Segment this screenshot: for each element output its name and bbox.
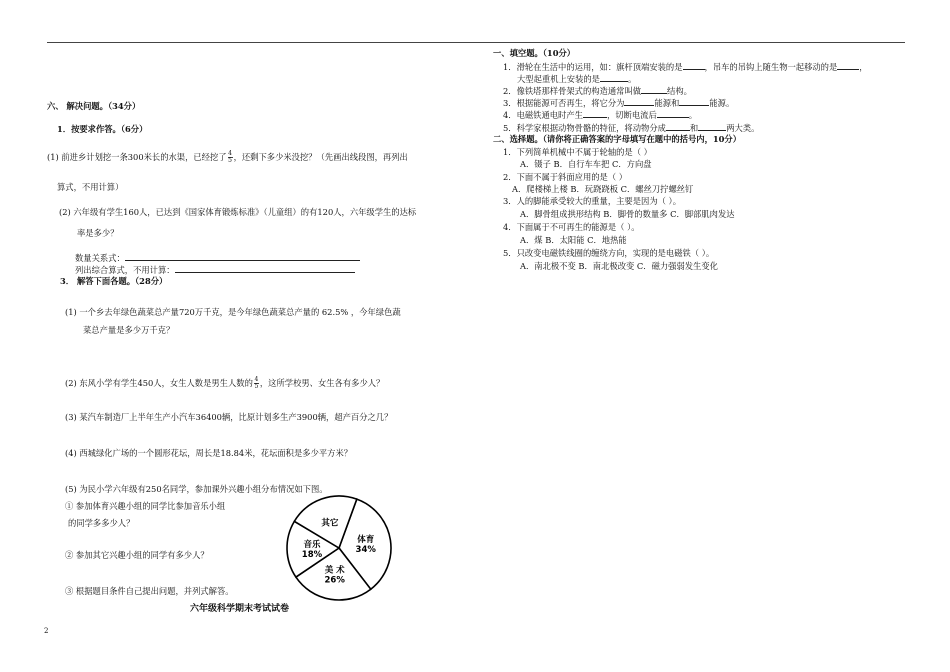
sub-question-5-part2: ② 参加其它兴趣小组的同学有多少人？: [65, 550, 209, 560]
interest-group-pie-chart: [283, 493, 395, 603]
sub-question-5-part1-line1: ① 参加体育兴趣小组的同学比参加音乐小组: [65, 501, 226, 511]
sub-question-5: (5) 为民小学六年级有250名同学，参加课外兴趣小组分布情况如下图。: [65, 484, 328, 494]
fill-question-1-line1: 1．滑轮在生活中的运用，如：旗杆顶端安装的是 ，吊车的吊钩上随生物一起移动的是 ，: [503, 62, 868, 72]
choice-question-1: 1．下列简单机械中不属于轮轴的是（ ）: [503, 147, 652, 157]
choice-question-2-options: A．爬楼梯上楼 B．玩跷跷板 C．螺丝刀拧螺丝钉: [512, 184, 694, 194]
pie-slice-label: 体育: [357, 534, 375, 545]
pie-slice-label: 美 术: [324, 565, 345, 576]
choice-section-heading: 二、选择题。（请你将正确答案的字母填写在题中的括号内，10分）: [493, 134, 742, 144]
choice-question-5: 5．只改变电磁铁线圈的缠绕方向，实现的是电磁铁（ ）。: [503, 248, 715, 258]
sub-question-5-part3: ③ 根据题目条件自己提出问题，并列式解答。: [65, 586, 234, 596]
fill-question-1-line2: 大型起重机上安装的是 。: [517, 74, 637, 84]
sub-question-4: (4) 西城绿化广场的一个圆形花坛，周长是18.84米，花坛面积是多少平方米？: [65, 448, 353, 458]
fill-blank-section-heading: 一、填空题。（10分）: [493, 48, 576, 58]
choice-question-1-options: A．镊子 B．自行车车把 C．方向盘: [520, 159, 652, 169]
sub-question-1-line2: 菜总产量是多少万千克？: [83, 325, 175, 335]
choice-question-2: 2．下面不属于斜面应用的是（ ）: [503, 172, 628, 182]
pie-slice-value: 26%: [324, 575, 345, 586]
pie-slice-value: 18%: [301, 549, 323, 560]
choice-question-4-options: A．煤 B．太阳能 C．地热能: [520, 235, 627, 245]
choice-question-3-options: A．脚骨组成拱形结构 B．脚骨的数量多 C．脚部肌肉发达: [520, 209, 735, 219]
sub-question-1-line1: (1) 一个乡去年绿色蔬菜总产量720万千克，是今年绿色蔬菜总产量的 62.5% ，今年绿色蔬: [65, 307, 401, 317]
header-rule: [47, 42, 905, 43]
choice-question-5-options: A．南北极不变 B．南北极改变 C．磁力强弱发生变化: [520, 261, 718, 271]
question-1-line2: 算式，不用计算）: [57, 182, 124, 192]
combined-expression-line: 列出综合算式，不用计算：: [75, 264, 355, 275]
fill-question-3: 3．根据能源可否再生，将它分为 能源和 能源。: [503, 98, 735, 108]
pie-slice-value: 34%: [355, 544, 376, 555]
question-2-line2: 率是多少？: [77, 228, 119, 238]
question-2-line1: (2) 六年级有学生160人，已达到《国家体育锻炼标准》（儿童组）的有120人，六年级学生的达标: [59, 207, 417, 217]
exam-title: 六年级科学期末考试试卷: [190, 604, 290, 614]
choice-question-3: 3．人的脚能承受较大的重量，主要是因为（ ）。: [503, 196, 682, 206]
fraction-4-5: $\frac{4}{5}$: [228, 150, 232, 164]
fill-question-4: 4．电磁铁通电时产生 ，切断电流后 。: [503, 110, 698, 120]
fill-question-2: 2．像铁塔那样骨架式的构造通常叫做 结构。: [503, 86, 692, 96]
sub-question-2: (2) 东风小学有学生450人，女生人数是男生人数的 $\frac{4}{5}$ ，这所学校男、女生各有多少人？: [65, 376, 385, 390]
choice-question-4: 4．下面属于不可再生的能源是（ ）。: [503, 222, 640, 232]
fill-question-5: 5．科学家根据动物骨骼的特征，将动物分成 和 两大类。: [503, 123, 760, 133]
fraction-4-5: $\frac{4}{5}$: [254, 376, 259, 390]
page-number: 2: [44, 627, 49, 635]
sub-question-3: (3) 某汽车制造厂上半年生产小汽车36400辆，比原计划多生产3900辆，超产百分之几？: [65, 412, 393, 422]
part3-heading: 3． 解答下面各题。（28分）: [60, 276, 168, 286]
sub-question-5-part1-line2: 的同学多多少人？: [68, 518, 135, 528]
question-1-line1: (1) 前进乡计划挖一条300米长的水渠，已经挖了 $\frac{4}{5}$ ，还剩下多少米没挖？（先画出线段图，再列出: [47, 150, 408, 164]
pie-slice-label: 音乐: [303, 539, 321, 550]
pie-slice-label: 其它: [321, 518, 339, 529]
part1-heading: 1．按要求作答。（6分）: [57, 124, 148, 134]
section-six-heading: 六、 解决问题。（34分）: [47, 101, 141, 111]
relation-formula-line: 数量关系式：: [75, 252, 360, 263]
